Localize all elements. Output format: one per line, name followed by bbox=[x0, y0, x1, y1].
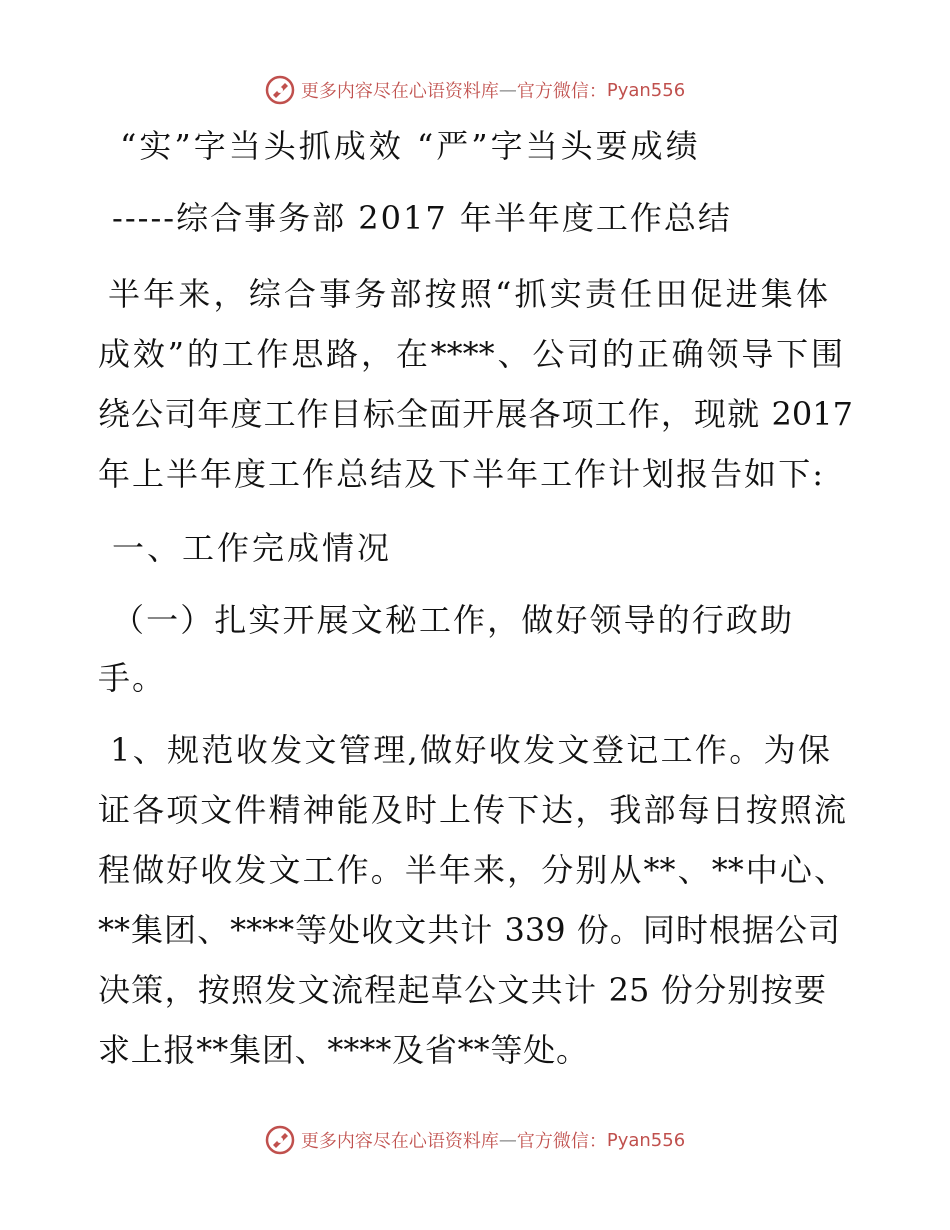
brand-logo-icon bbox=[265, 75, 295, 105]
watermark-account: Pyan556 bbox=[606, 1129, 686, 1151]
subsection-heading-line-1: （一）扎实开展文秘工作，做好领导的行政助 bbox=[112, 601, 792, 639]
intro-line-2: 成效”的工作思路，在****、公司的正确领导下围 bbox=[98, 335, 843, 373]
item1-line-2: 证各项文件精神能及时上传下达，我部每日按照流 bbox=[98, 791, 846, 829]
footer-watermark bbox=[0, 1120, 950, 1160]
document-subtitle: -----综合事务部 2017 年半年度工作总结 bbox=[112, 199, 732, 237]
watermark-prefix: 更多内容尽在心语资料库 bbox=[300, 1131, 499, 1152]
watermark-prefix: 更多内容尽在心语资料库 bbox=[300, 81, 499, 102]
watermark-separator: — bbox=[498, 1129, 517, 1151]
item1-line-1: 1、规范收发文管理,做好收发文登记工作。为保 bbox=[110, 731, 830, 769]
watermark-separator: — bbox=[498, 79, 517, 101]
intro-line-1: 半年来，综合事务部按照“抓实责任田促进集体 bbox=[108, 275, 828, 313]
watermark-account: Pyan556 bbox=[606, 79, 686, 101]
item1-line-4: **集团、****等处收文共计 339 份。同时根据公司 bbox=[98, 911, 840, 949]
watermark-label: 官方微信： bbox=[516, 1131, 607, 1152]
item1-line-6: 求上报**集团、****及省**等处。 bbox=[98, 1031, 588, 1069]
item1-line-5: 决策，按照发文流程起草公文共计 25 份分别按要 bbox=[98, 971, 826, 1009]
watermark-label: 官方微信： bbox=[516, 81, 607, 102]
intro-line-4: 年上半年度工作总结及下半年工作计划报告如下: bbox=[98, 455, 823, 493]
document-title: “实”字当头抓成效 “严”字当头要成绩 bbox=[120, 127, 701, 165]
subsection-heading-line-2: 手。 bbox=[98, 659, 167, 697]
header-watermark bbox=[0, 70, 950, 110]
section-heading: 一、工作完成情况 bbox=[112, 529, 393, 567]
intro-line-3: 绕公司年度工作目标全面开展各项工作，现就 2017 bbox=[98, 395, 853, 433]
brand-logo-icon bbox=[265, 1125, 295, 1155]
item1-line-3: 程做好收发文工作。半年来，分别从**、**中心、 bbox=[98, 851, 846, 889]
